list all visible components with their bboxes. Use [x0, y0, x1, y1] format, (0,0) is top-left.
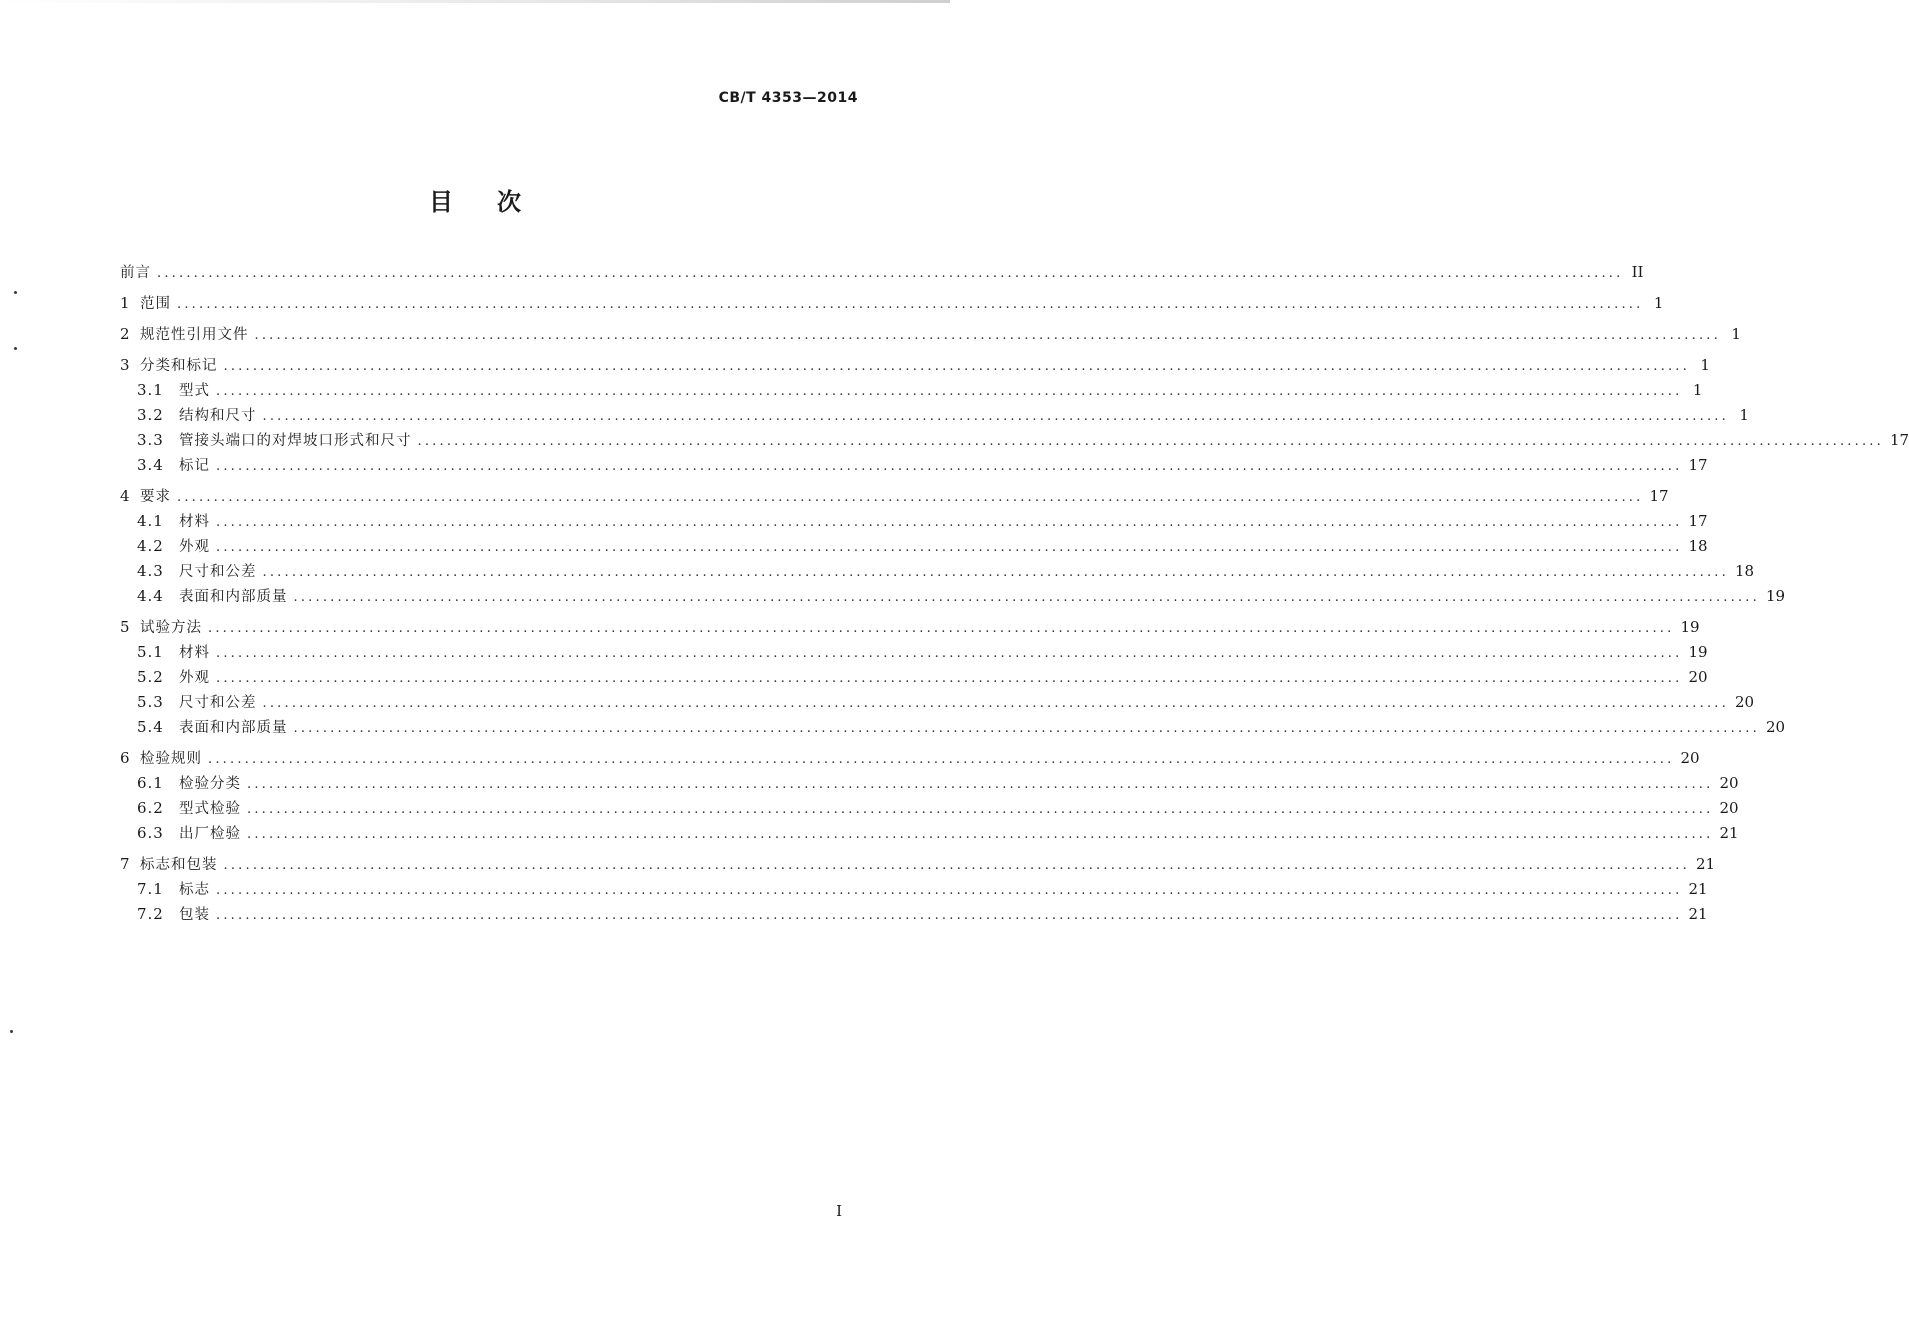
toc-entry-page: 20: [1719, 774, 1739, 792]
toc-dot-leader: ........................................................................................................................................................................................................: [254, 328, 1721, 343]
toc-dot-leader: ........................................................................................................................................................................................................: [417, 434, 1884, 449]
toc-entry-number: 6.3: [137, 824, 164, 842]
toc-entry-page: 1: [1692, 381, 1703, 399]
toc-subsection-row[interactable]: [120, 378, 1703, 403]
toc-subsection-row[interactable]: [120, 877, 1708, 902]
toc-entry-page: 20: [1680, 749, 1700, 767]
toc-dot-leader: ........................................................................................................................................................................................................: [293, 721, 1760, 736]
toc-entry-label: 前言: [120, 265, 151, 281]
toc-subsection-row[interactable]: [120, 665, 1708, 690]
toc-entry-label: 结构和尺寸: [179, 408, 257, 424]
page-title: 目次: [429, 188, 565, 216]
toc-section-row[interactable]: [120, 852, 1716, 877]
toc-entry-page: 19: [1688, 643, 1708, 661]
toc-entry-label: 范围: [140, 296, 171, 312]
toc-entry-label: 标志和包装: [140, 857, 218, 873]
toc-entry-number: 5.3: [137, 693, 164, 711]
toc-dot-leader: ........................................................................................................................................................................................................: [247, 802, 1714, 817]
toc-entry-label: 检验规则: [140, 751, 202, 767]
scan-speck: [14, 291, 17, 294]
toc-entry-label: 试验方法: [140, 620, 202, 636]
toc-entry-number: 4.3: [137, 562, 164, 580]
toc-dot-leader: ........................................................................................................................................................................................................: [208, 621, 1675, 636]
toc-dot-leader: ........................................................................................................................................................................................................: [216, 515, 1683, 530]
toc-entry-number: 5: [120, 618, 130, 636]
toc-entry-page: 20: [1688, 668, 1708, 686]
toc-entry-label: 标记: [179, 458, 210, 474]
toc-entry-number: 3.3: [137, 431, 164, 449]
toc-subsection-row[interactable]: [120, 771, 1739, 796]
toc-entry-label: 型式: [179, 383, 210, 399]
toc-entry-page: 21: [1688, 880, 1708, 898]
toc-entry-label: 材料: [179, 645, 210, 661]
toc-section-row[interactable]: [120, 322, 1741, 347]
toc-subsection-row[interactable]: [120, 902, 1708, 927]
toc-entry-label: 检验分类: [179, 776, 241, 792]
toc-entry-number: 6: [120, 749, 130, 767]
toc-entry-page: 20: [1734, 693, 1755, 711]
toc-entry-label: 表面和内部质量: [179, 720, 288, 736]
toc-subsection-row[interactable]: [120, 403, 1749, 428]
toc-subsection-row[interactable]: [120, 584, 1786, 609]
toc-dot-leader: ........................................................................................................................................................................................................: [223, 359, 1690, 374]
table-of-contents: [120, 260, 1909, 927]
toc-dot-leader: ........................................................................................................................................................................................................: [216, 384, 1683, 399]
toc-dot-leader: ........................................................................................................................................................................................................: [177, 490, 1644, 505]
toc-entry-page: 1: [1739, 406, 1749, 424]
toc-entry-label: 材料: [179, 514, 210, 530]
toc-dot-leader: ........................................................................................................................................................................................................: [208, 752, 1675, 767]
scan-speck: [14, 347, 17, 350]
toc-entry-number: 3: [120, 356, 130, 374]
toc-dot-leader: ........................................................................................................................................................................................................: [262, 696, 1729, 711]
toc-dot-leader: ........................................................................................................................................................................................................: [216, 646, 1683, 661]
toc-dot-leader: ........................................................................................................................................................................................................: [247, 777, 1714, 792]
toc-entry-number: 7: [120, 855, 130, 873]
toc-entry-number: 7.1: [137, 880, 164, 898]
toc-entry-page: 17: [1649, 487, 1669, 505]
scan-speck: [10, 1030, 13, 1033]
toc-entry-number: 7.2: [137, 905, 164, 923]
toc-subsection-row[interactable]: [120, 821, 1739, 846]
page-number: I: [836, 1202, 842, 1220]
toc-dot-leader: ........................................................................................................................................................................................................: [223, 858, 1690, 873]
toc-subsection-row[interactable]: [120, 509, 1708, 534]
toc-dot-leader: ........................................................................................................................................................................................................: [216, 671, 1683, 686]
toc-entry-page: 21: [1688, 905, 1708, 923]
toc-dot-leader: ........................................................................................................................................................................................................: [247, 827, 1714, 842]
toc-entry-page: 1: [1700, 356, 1710, 374]
toc-dot-leader: ........................................................................................................................................................................................................: [157, 266, 1624, 281]
toc-entry-page: 20: [1765, 718, 1786, 736]
toc-entry-number: 4.4: [137, 587, 164, 605]
toc-dot-leader: ........................................................................................................................................................................................................: [216, 908, 1683, 923]
toc-entry-number: 4.1: [137, 512, 164, 530]
toc-subsection-row[interactable]: [120, 534, 1708, 559]
toc-entry-number: 6.1: [137, 774, 164, 792]
toc-entry-label: 外观: [179, 539, 210, 555]
toc-section-row[interactable]: [120, 260, 1644, 285]
toc-dot-leader: ........................................................................................................................................................................................................: [293, 590, 1760, 605]
toc-entry-number: 4: [120, 487, 130, 505]
toc-subsection-row[interactable]: [120, 640, 1708, 665]
toc-subsection-row[interactable]: [120, 453, 1708, 478]
toc-entry-label: 规范性引用文件: [140, 327, 249, 343]
toc-entry-label: 外观: [179, 670, 210, 686]
toc-entry-page: 1: [1653, 294, 1664, 312]
toc-entry-label: 包装: [179, 907, 210, 923]
toc-entry-page: 17: [1688, 512, 1708, 530]
page-top-edge: [0, 0, 950, 3]
toc-dot-leader: ........................................................................................................................................................................................................: [177, 297, 1644, 312]
toc-dot-leader: ........................................................................................................................................................................................................: [262, 409, 1729, 424]
toc-entry-number: 1: [120, 294, 130, 312]
toc-entry-label: 管接头端口的对焊坡口形式和尺寸: [179, 433, 412, 449]
toc-entry-page: 20: [1719, 799, 1739, 817]
toc-entry-page: 19: [1680, 618, 1700, 636]
toc-entry-page: 18: [1734, 562, 1755, 580]
toc-section-row[interactable]: [120, 484, 1669, 509]
toc-entry-label: 出厂检验: [179, 826, 241, 842]
toc-section-row[interactable]: [120, 615, 1700, 640]
toc-entry-label: 要求: [140, 489, 171, 505]
toc-entry-number: 3.4: [137, 456, 164, 474]
toc-entry-page: 21: [1719, 824, 1739, 842]
toc-entry-label: 尺寸和公差: [179, 695, 257, 711]
toc-entry-number: 6.2: [137, 799, 164, 817]
toc-entry-number: 5.4: [137, 718, 164, 736]
toc-dot-leader: ........................................................................................................................................................................................................: [216, 459, 1683, 474]
toc-entry-page: 18: [1688, 537, 1708, 555]
toc-entry-label: 表面和内部质量: [179, 589, 288, 605]
toc-entry-label: 标志: [179, 882, 210, 898]
toc-entry-label: 型式检验: [179, 801, 241, 817]
toc-entry-page: 17: [1889, 431, 1909, 449]
toc-entry-page: II: [1631, 263, 1644, 281]
toc-subsection-row[interactable]: [120, 559, 1755, 584]
toc-dot-leader: ........................................................................................................................................................................................................: [216, 883, 1683, 898]
toc-entry-page: 1: [1731, 325, 1741, 343]
toc-entry-number: 3.2: [137, 406, 164, 424]
toc-subsection-row[interactable]: [120, 690, 1755, 715]
toc-dot-leader: ........................................................................................................................................................................................................: [216, 540, 1683, 555]
toc-subsection-row[interactable]: [120, 796, 1739, 821]
toc-entry-number: 2: [120, 325, 130, 343]
toc-entry-number: 5.2: [137, 668, 164, 686]
toc-entry-page: 19: [1765, 587, 1786, 605]
toc-entry-label: 分类和标记: [140, 358, 218, 374]
toc-subsection-row[interactable]: [120, 428, 1909, 453]
toc-entry-label: 尺寸和公差: [179, 564, 257, 580]
standard-number: CB/T 4353—2014: [718, 90, 858, 106]
toc-entry-number: 3.1: [137, 381, 164, 399]
toc-section-row[interactable]: [120, 746, 1700, 771]
toc-section-row[interactable]: [120, 291, 1664, 316]
toc-entry-number: 4.2: [137, 537, 164, 555]
toc-entry-number: 5.1: [137, 643, 164, 661]
toc-dot-leader: ........................................................................................................................................................................................................: [262, 565, 1729, 580]
toc-entry-page: 17: [1688, 456, 1708, 474]
toc-section-row[interactable]: [120, 353, 1710, 378]
toc-entry-page: 21: [1695, 855, 1716, 873]
toc-subsection-row[interactable]: [120, 715, 1786, 740]
